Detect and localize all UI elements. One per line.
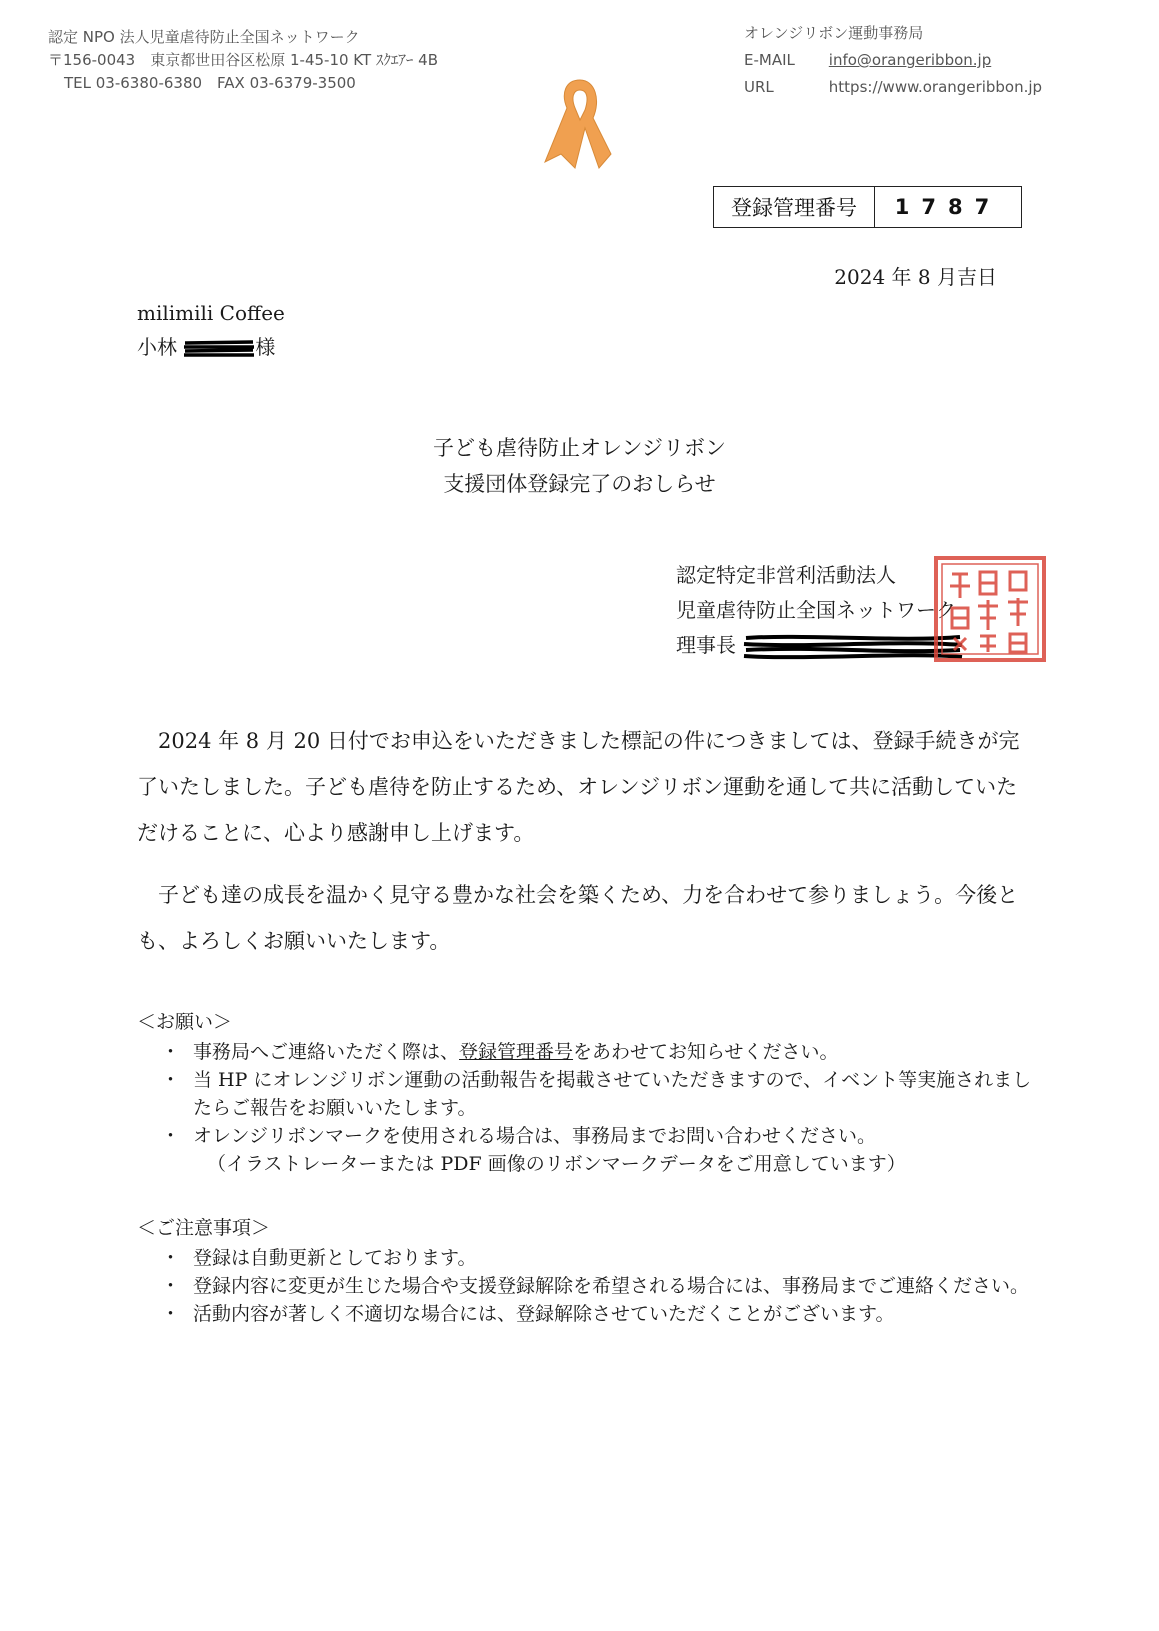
request-1-text: 事務局へご連絡いただく際は、: [193, 1041, 460, 1063]
sender-block: [676, 558, 964, 663]
requests-section: [137, 1008, 1037, 1178]
registration-number-box: [713, 186, 1022, 228]
bullet: ・: [161, 1041, 181, 1063]
registration-label: 登録管理番号: [714, 187, 875, 227]
org-address: 〒156-0043 東京都世田谷区松原 1-45-10 KT ｽｸｴｱｰ 4B: [48, 51, 439, 69]
office-contact: [744, 20, 1042, 101]
bullet: ・: [161, 1275, 181, 1297]
addressee-surname: 小林: [137, 335, 177, 359]
bullet: ・: [161, 1303, 181, 1325]
addressee: [137, 296, 285, 364]
letter-date: 2024 年 8 月吉日: [834, 265, 997, 289]
registration-number-reference: 登録管理番号: [459, 1041, 574, 1063]
title-line-1: 子ども虐待防止オレンジリボン: [433, 436, 726, 460]
org-letterhead: [48, 26, 438, 95]
org-tel-fax: TEL 03-6380-6380 FAX 03-6379-3500: [64, 74, 356, 92]
orange-ribbon-icon: [535, 72, 625, 172]
list-item: [137, 1038, 1037, 1066]
office-url-row: [744, 74, 1042, 101]
url-link[interactable]: https://www.orangeribbon.jp: [828, 78, 1043, 96]
email-link[interactable]: info@orangeribbon.jp: [828, 51, 992, 69]
bullet: ・: [161, 1069, 181, 1091]
bullet: ・: [161, 1125, 181, 1147]
note-1-text: 登録は自動更新としております。: [193, 1247, 477, 1269]
bullet: ・: [161, 1247, 181, 1269]
addressee-name-row: [137, 330, 285, 364]
registration-number: 1787: [894, 195, 1002, 219]
sender-line-2: 児童虐待防止全国ネットワーク: [676, 598, 956, 622]
requests-heading: ＜お願い＞: [137, 1011, 233, 1033]
sender-line-1: 認定特定非営利活動法人: [676, 563, 896, 587]
addressee-honorific: 様: [255, 335, 276, 359]
title-line-2: 支援団体登録完了のおしらせ: [443, 472, 716, 496]
note-2-text: 登録内容に変更が生じた場合や支援登録解除を希望される場合には、事務局までご連絡ください。: [193, 1275, 1030, 1297]
redaction-mark: [183, 338, 255, 360]
letter-body: [137, 718, 1037, 980]
note-3-text: 活動内容が著しく不適切な場合には、登録解除させていただくことがございます。: [193, 1303, 895, 1325]
url-label: URL: [744, 78, 774, 96]
list-item: [137, 1272, 1037, 1300]
notes-section: [137, 1214, 1037, 1328]
office-name: オレンジリボン運動事務局: [744, 24, 924, 42]
email-label: E-MAIL: [744, 51, 795, 69]
org-name: 認定 NPO 法人児童虐待防止全国ネットワーク: [48, 28, 360, 46]
request-1-text-end: をあわせてお知らせください。: [573, 1041, 839, 1063]
sender-role: 理事長: [676, 633, 736, 657]
requests-list: [137, 1038, 1037, 1178]
request-3-note: （イラストレーターまたは PDF 画像のリボンマークデータをご用意しています）: [207, 1153, 906, 1175]
letter-title: [0, 430, 1159, 502]
office-email-row: [744, 47, 1042, 74]
sender-role-row: [676, 628, 964, 663]
list-item: [137, 1066, 1037, 1122]
list-item: [137, 1300, 1037, 1328]
notes-heading: ＜ご注意事項＞: [137, 1217, 271, 1239]
notes-list: [137, 1244, 1037, 1328]
body-paragraph-1: 2024 年 8 月 20 日付でお申込をいただきました標記の件につきましては、登録手続きが完了いたしました。子ども虐待を防止するため、オレンジリボン運動を通して共に活動していただけることに、心より感謝申し上げます。: [137, 729, 1020, 845]
list-item: [137, 1244, 1037, 1272]
body-paragraph-2: 子ども達の成長を温かく見守る豊かな社会を築くため、力を合わせて参りましょう。今後とも、よろしくお願いいたします。: [137, 883, 1019, 953]
request-3-text: オレンジリボンマークを使用される場合は、事務局までお問い合わせください。: [193, 1125, 877, 1147]
addressee-company: milimili Coffee: [137, 301, 285, 325]
request-2-text: 当 HP にオレンジリボン運動の活動報告を掲載させていただきますので、イベント等実施されましたらご報告をお願いいたします。: [193, 1069, 1032, 1119]
list-item: [137, 1122, 1037, 1178]
official-seal-icon: [932, 554, 1048, 664]
